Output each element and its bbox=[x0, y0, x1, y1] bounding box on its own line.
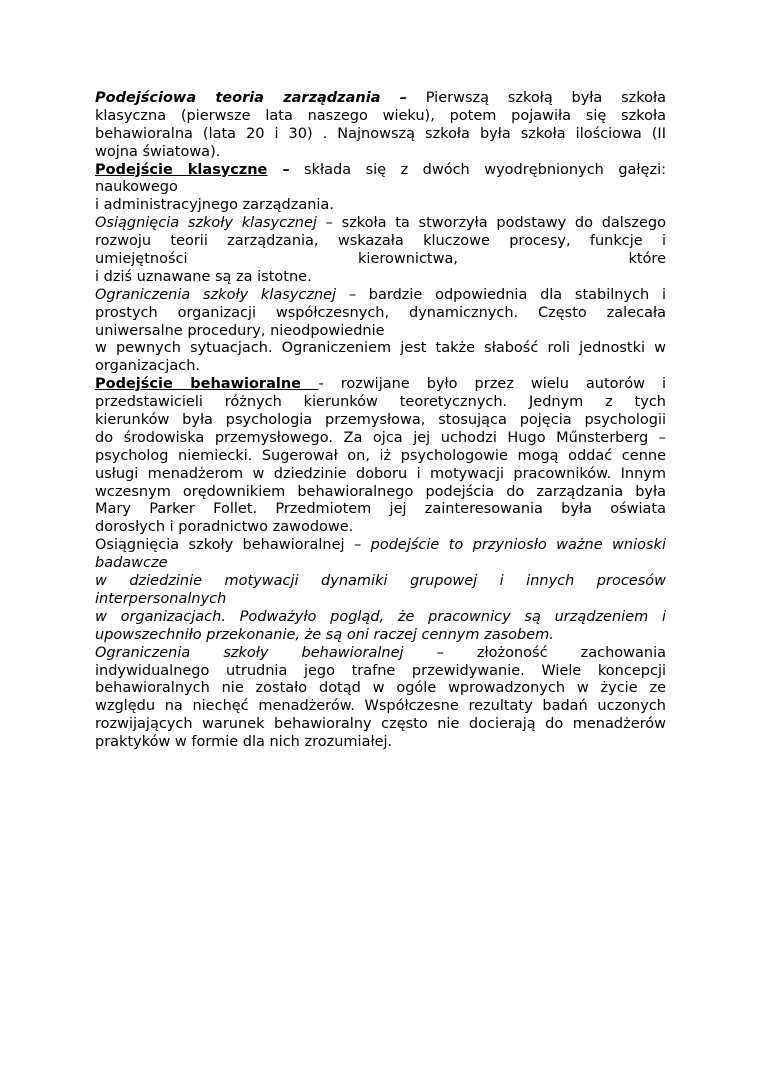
text-line bbox=[95, 358, 666, 376]
text-run: Pierwszą szkołą była szkoła bbox=[406, 90, 667, 106]
text-run: praktyków w formie dla nich zrozumiałej. bbox=[95, 734, 393, 751]
text-run: podejście to przyniosło ważne wnioski bbox=[361, 537, 666, 554]
text-run: Ograniczenia szkoły klasycznej bbox=[95, 286, 337, 303]
paragraph bbox=[95, 90, 666, 162]
text-line bbox=[95, 448, 666, 466]
text-line bbox=[95, 466, 666, 484]
text-run: naukowego bbox=[95, 179, 178, 196]
text-line bbox=[95, 144, 666, 162]
paragraph bbox=[95, 645, 666, 752]
text-line bbox=[95, 323, 666, 341]
paragraph bbox=[95, 376, 666, 537]
paragraph bbox=[95, 215, 666, 287]
paragraph bbox=[95, 162, 666, 216]
text-run: badawcze bbox=[95, 555, 168, 572]
text-run: klasyczna (pierwsze lata naszego wieku), potem pojawiła się szkoła bbox=[95, 107, 666, 124]
text-line bbox=[95, 519, 666, 537]
text-line bbox=[95, 233, 666, 251]
text-line bbox=[95, 501, 666, 519]
text-run: psycholog niemiecki. Sugerował on, iż psychologowie mogą oddać cenne bbox=[95, 447, 666, 464]
text-run: Podejście behawioralne bbox=[95, 376, 319, 393]
text-run: Podejściowa teoria zarządzania – bbox=[95, 90, 407, 106]
text-run: w organizacjach. Podważyło pogląd, że pracownicy są urządzeniem i bbox=[95, 608, 666, 625]
text-line bbox=[95, 412, 666, 430]
text-run: interpersonalnych bbox=[95, 590, 227, 607]
text-line bbox=[95, 394, 666, 412]
text-run: Mary Parker Follet. Przedmiotem jej zainteresowania była oświata bbox=[95, 501, 666, 518]
text-line bbox=[95, 305, 666, 323]
text-run: rozwijających warunek behawioralny często nie docierają do menadżerów bbox=[95, 716, 666, 733]
text-run: i dziś uznawane są za istotne. bbox=[95, 268, 312, 285]
text-line bbox=[95, 197, 666, 215]
text-line bbox=[95, 90, 666, 108]
text-run: wojna światowa). bbox=[95, 143, 221, 160]
text-line bbox=[95, 537, 666, 555]
text-run: do środowiska przemysłowego. Za ojca jej uchodzi Hugo Műnsterberg – bbox=[95, 429, 666, 446]
text-run: – szkoła ta stworzyła podstawy do dalszego bbox=[316, 215, 666, 232]
text-line bbox=[95, 627, 666, 645]
text-run: behawioralna (lata 20 i 30) . Najnowszą szkoła była szkoła ilościowa (II bbox=[95, 125, 666, 142]
text-line bbox=[95, 573, 666, 591]
text-run: względu na niechęć menadżerów. Współczesne rezultaty badań uczonych bbox=[95, 698, 666, 715]
text-run: usługi menadżerom w dziedzinie doboru i motywacji pracowników. Innym bbox=[95, 465, 666, 482]
text-line bbox=[95, 430, 666, 448]
text-line bbox=[95, 126, 666, 144]
text-run: przedstawicieli różnych kierunków teoretycznych. Jednym z tych bbox=[95, 394, 666, 411]
text-run: – bbox=[267, 161, 290, 178]
text-line bbox=[95, 555, 666, 573]
text-run: Osiągnięcia szkoły behawioralnej – bbox=[95, 537, 362, 554]
text-line bbox=[95, 645, 666, 663]
text-run: i administracyjnego zarządzania. bbox=[95, 197, 334, 214]
text-run: – złożoność zachowania bbox=[403, 644, 666, 661]
text-line bbox=[95, 269, 666, 287]
text-run: indywidualnego utrudnia jego trafne przewidywanie. Wiele koncepcji bbox=[95, 662, 666, 679]
text-run: Podejście klasyczne bbox=[95, 161, 268, 178]
text-line bbox=[95, 162, 666, 180]
text-line bbox=[95, 108, 666, 126]
text-run: umiejętności kierownictwa, które bbox=[95, 251, 666, 268]
text-run: organizacjach. bbox=[95, 358, 201, 375]
text-run: kierunków była psychologia przemysłowa, stosująca pojęcia psychologii bbox=[95, 412, 666, 429]
paragraph bbox=[95, 287, 666, 376]
text-line bbox=[95, 179, 666, 197]
text-run: - rozwijane było przez wielu autorów i bbox=[318, 376, 666, 393]
text-line bbox=[95, 698, 666, 716]
text-line bbox=[95, 663, 666, 681]
text-line bbox=[95, 251, 666, 269]
text-run: dorosłych i poradnictwo zawodowe. bbox=[95, 519, 354, 536]
text-line bbox=[95, 609, 666, 627]
text-run: – bardzie odpowiednia dla stabilnych i bbox=[336, 286, 666, 303]
text-line bbox=[95, 680, 666, 698]
text-line bbox=[95, 734, 666, 752]
text-run: Osiągnięcia szkoły klasycznej bbox=[95, 215, 317, 232]
text-run: w dziedzinie motywacji dynamiki grupowej i innych procesów bbox=[95, 573, 666, 590]
text-run: behawioralnych nie zostało dotąd w ogóle wprowadzonych w życie ze bbox=[95, 680, 666, 697]
paragraph bbox=[95, 537, 666, 644]
text-line bbox=[95, 340, 666, 358]
text-line bbox=[95, 484, 666, 502]
text-line bbox=[95, 215, 666, 233]
text-run: składa się z dwóch wyodrębnionych gałęzi: bbox=[289, 161, 666, 178]
text-line bbox=[95, 376, 666, 394]
text-run: upowszechniło przekonanie, że są oni raczej cennym zasobem. bbox=[95, 626, 554, 643]
text-run: wczesnym orędownikiem behawioralnego podejścia do zarządzania była bbox=[95, 483, 666, 500]
text-run: w pewnych sytuacjach. Ograniczeniem jest także słabość roli jednostki w bbox=[95, 340, 666, 357]
text-line bbox=[95, 591, 666, 609]
text-line bbox=[95, 716, 666, 734]
document-page bbox=[95, 90, 666, 752]
text-run: prostych organizacji współczesnych, dynamicznych. Często zalecała bbox=[95, 304, 666, 321]
text-line bbox=[95, 287, 666, 305]
text-run: Ograniczenia szkoły behawioralnej bbox=[95, 644, 404, 661]
text-run: rozwoju teorii zarządzania, wskazała kluczowe procesy, funkcje i bbox=[95, 233, 666, 250]
text-run: uniwersalne procedury, nieodpowiednie bbox=[95, 322, 385, 339]
